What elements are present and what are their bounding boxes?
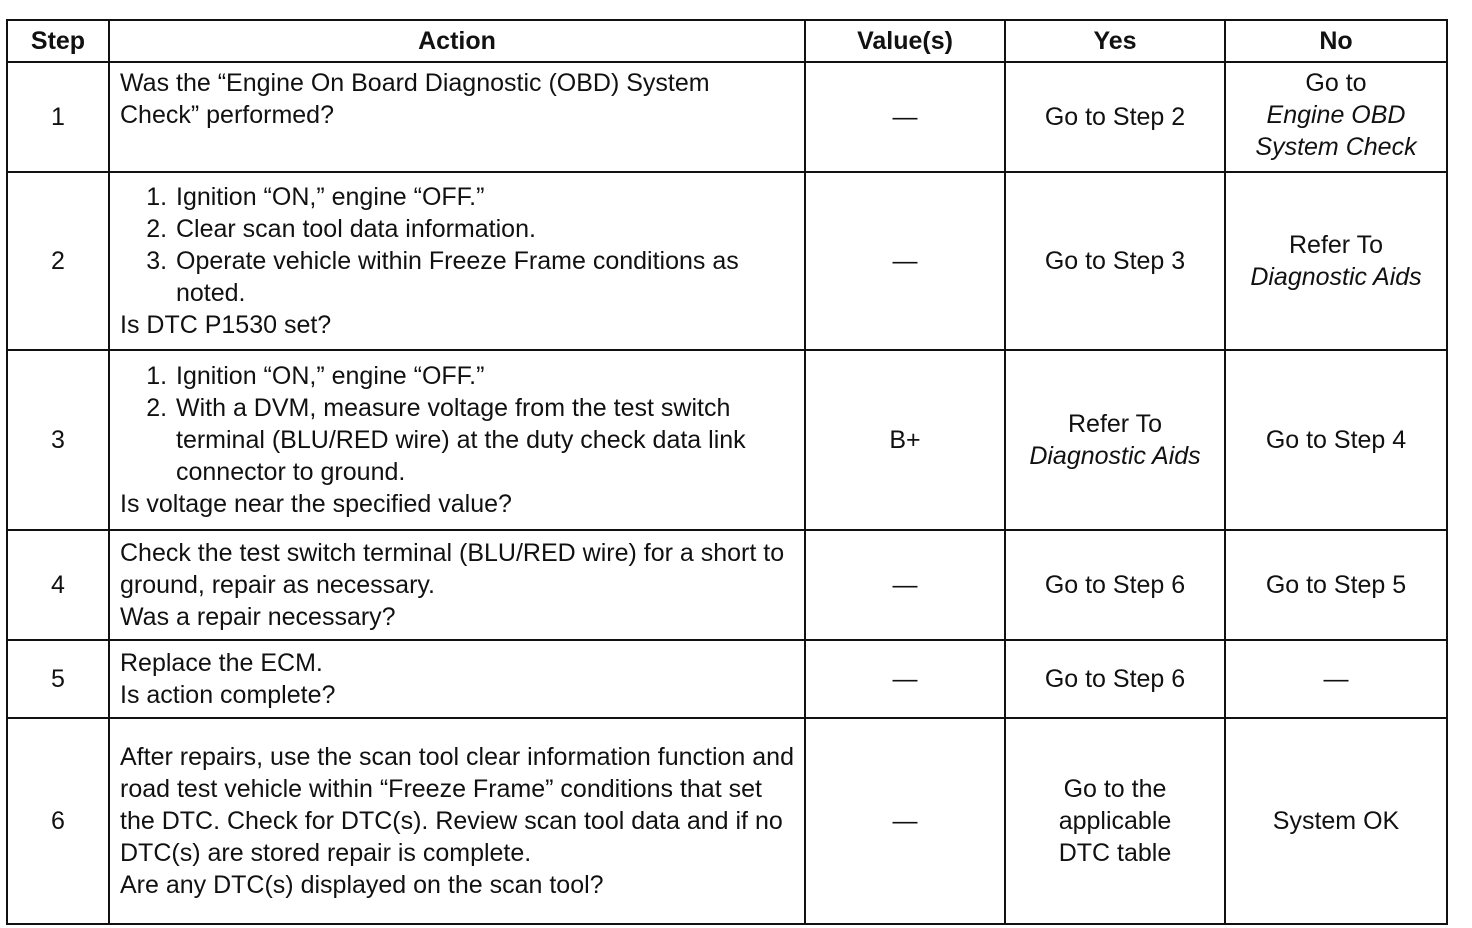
header-values: Value(s) <box>805 20 1005 62</box>
no-reference-link: Engine OBD System Check <box>1255 101 1417 161</box>
no-cell: Go to Step 5 <box>1225 530 1447 640</box>
action-list <box>120 360 794 488</box>
table-row <box>7 718 1447 924</box>
action-list-item: 2. Clear scan tool data information. <box>174 213 794 245</box>
no-reference-link: Diagnostic Aids <box>1250 263 1422 291</box>
action-cell <box>109 62 805 172</box>
action-list-item: 1. Ignition “ON,” engine “OFF.” <box>174 360 794 392</box>
step-number: 6 <box>7 718 109 924</box>
yes-cell: Go to the applicable DTC table <box>1005 718 1225 924</box>
table-row <box>7 640 1447 718</box>
action-text: Replace the ECM. <box>120 649 323 677</box>
action-list-item: 3. Operate vehicle within Freeze Frame conditions as noted. <box>174 245 794 309</box>
action-cell <box>109 350 805 530</box>
action-question: Are any DTC(s) displayed on the scan tool? <box>120 871 604 899</box>
no-cell: Go to Step 4 <box>1225 350 1447 530</box>
yes-cell <box>1005 350 1225 530</box>
action-cell <box>109 640 805 718</box>
no-cell <box>1225 172 1447 350</box>
value-cell: — <box>805 62 1005 172</box>
step-number: 5 <box>7 640 109 718</box>
yes-prefix: Refer To <box>1067 410 1163 438</box>
table-row <box>7 172 1447 350</box>
header-row <box>7 20 1447 62</box>
no-cell: System OK <box>1225 718 1447 924</box>
value-cell: — <box>805 530 1005 640</box>
value-cell: — <box>805 718 1005 924</box>
action-question: Is action complete? <box>120 681 336 709</box>
value-cell: — <box>805 172 1005 350</box>
step-number: 2 <box>7 172 109 350</box>
table-row <box>7 62 1447 172</box>
yes-cell: Go to Step 2 <box>1005 62 1225 172</box>
action-question: Was a repair necessary? <box>120 603 396 631</box>
header-no: No <box>1225 20 1447 62</box>
action-cell <box>109 172 805 350</box>
no-cell: — <box>1225 640 1447 718</box>
action-list-item: 2. With a DVM, measure voltage from the test switch terminal (BLU/RED wire) at the duty check data link connector to ground. <box>174 392 794 488</box>
no-prefix: Refer To <box>1288 231 1384 259</box>
action-cell <box>109 718 805 924</box>
diagnostic-table <box>6 19 1448 925</box>
yes-cell: Go to Step 6 <box>1005 530 1225 640</box>
no-prefix: Go to <box>1305 69 1367 97</box>
yes-reference-link: Diagnostic Aids <box>1029 442 1201 470</box>
action-list-item: 1. Ignition “ON,” engine “OFF.” <box>174 181 794 213</box>
value-cell: — <box>805 640 1005 718</box>
action-list <box>120 181 794 309</box>
action-text: Check the test switch terminal (BLU/RED wire) for a short to ground, repair as necessary. <box>120 539 785 599</box>
header-step: Step <box>7 20 109 62</box>
table-row <box>7 530 1447 640</box>
header-action: Action <box>109 20 805 62</box>
action-question: Is DTC P1530 set? <box>120 311 332 339</box>
action-text: Was the “Engine On Board Diagnostic (OBD) System Check” performed? <box>120 69 710 129</box>
step-number: 4 <box>7 530 109 640</box>
header-yes: Yes <box>1005 20 1225 62</box>
no-cell <box>1225 62 1447 172</box>
table-row <box>7 350 1447 530</box>
action-text: After repairs, use the scan tool clear information function and road test vehicle within “Freeze Frame” conditions that set the DTC. Check for DTC(s). Review scan tool data and if no DTC(s) are stored repair is complete. <box>120 743 794 867</box>
step-number: 1 <box>7 62 109 172</box>
action-question: Is voltage near the specified value? <box>120 490 512 518</box>
yes-cell: Go to Step 6 <box>1005 640 1225 718</box>
step-number: 3 <box>7 350 109 530</box>
yes-cell: Go to Step 3 <box>1005 172 1225 350</box>
action-cell <box>109 530 805 640</box>
value-cell: B+ <box>805 350 1005 530</box>
